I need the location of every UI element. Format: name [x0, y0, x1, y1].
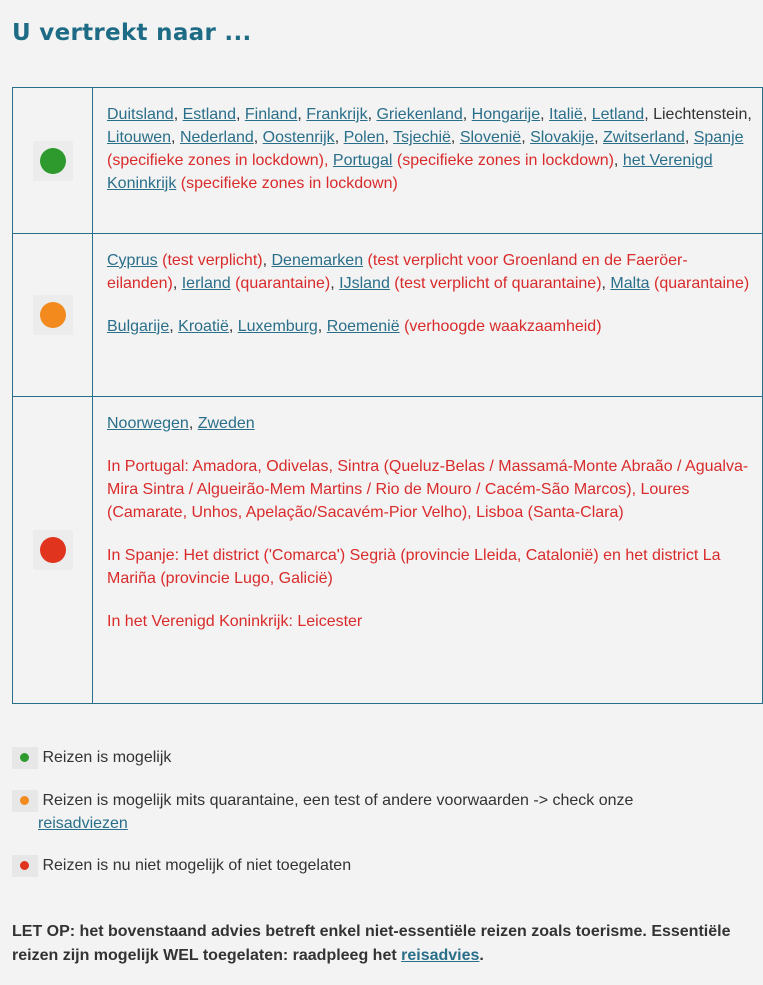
reisadvies-link[interactable]: reisadvies [401, 947, 480, 964]
country-link[interactable]: Italië [549, 106, 583, 123]
plain-text: , [594, 129, 603, 146]
notice-suffix: . [479, 947, 484, 964]
paragraph [107, 315, 752, 338]
country-link[interactable]: Litouwen [107, 129, 172, 146]
paragraph [107, 610, 752, 633]
restriction-note: (verhoogde waakzaamheid) [399, 318, 602, 335]
plain-text: , [172, 275, 182, 292]
country-link[interactable]: Cyprus [107, 252, 158, 269]
status-cell [13, 397, 93, 704]
restriction-note: (quarantaine) [649, 275, 750, 292]
red-status-dot-icon [40, 537, 66, 563]
plain-text: , [171, 129, 180, 146]
orange-status-dot-icon [40, 302, 66, 328]
country-link[interactable]: Zweden [197, 415, 255, 432]
country-link[interactable]: het Verenigd Koninkrijk [107, 152, 713, 192]
country-link[interactable]: Zwitserland [603, 129, 685, 146]
red-legend-dot-icon [20, 861, 29, 870]
country-link[interactable]: Griekenland [376, 106, 463, 123]
plain-text: , [462, 106, 472, 123]
status-cell [13, 234, 93, 397]
plain-text: , [173, 106, 183, 123]
plain-text: , [384, 129, 394, 146]
country-link[interactable]: Noorwegen [107, 415, 189, 432]
country-link[interactable]: Duitsland [107, 106, 174, 123]
country-link[interactable]: Nederland [179, 129, 254, 146]
country-link[interactable]: Letland [591, 106, 645, 123]
country-link[interactable]: Portugal [332, 152, 393, 169]
country-link[interactable]: Hongarije [471, 106, 541, 123]
plain-text: , [253, 129, 263, 146]
paragraph [107, 412, 752, 435]
country-link[interactable]: Oostenrijk [262, 129, 335, 146]
country-link[interactable]: Slovenië [459, 129, 522, 146]
notice [12, 920, 752, 968]
restriction-note: (test verplicht) [157, 252, 263, 269]
travel-zones-table [12, 87, 763, 704]
plain-text: , [601, 275, 611, 292]
restriction-note: (test verplicht of quarantaine) [389, 275, 602, 292]
restriction-note: In Portugal: Amadora, Odivelas, Sintra (Queluz-Belas / Massamá-Monte Abraão / Agualva-Mira Sintra / Algueirão-Mem Martins / Rio de Mouro / Cacém-São Marcos), Loures (Camarate, Unhos, Apelação/Sacavém-Pior Velho), Lisboa (Santa-Clara) [107, 458, 749, 521]
plain-text: , [330, 275, 340, 292]
plain-text: , [450, 129, 460, 146]
legend-item-red [12, 854, 752, 877]
restriction-note: (specifieke zones in lockdown) [176, 175, 398, 192]
page-title: U vertrekt naar ... [12, 20, 252, 46]
plain-text: , [169, 318, 179, 335]
country-list [93, 88, 763, 234]
country-list [93, 397, 763, 704]
restriction-note: In het Verenigd Koninkrijk: Leicester [107, 613, 363, 630]
country-link[interactable]: Finland [244, 106, 298, 123]
zone-row-orange [13, 234, 763, 397]
plain-text: , [613, 152, 623, 169]
legend-text: Reizen is mogelijk mits quarantaine, een test of andere voorwaarden -> check onze [42, 792, 634, 809]
plain-text: , [235, 106, 245, 123]
country-link[interactable]: Roemenië [326, 318, 400, 335]
country-link[interactable]: IJsland [339, 275, 390, 292]
country-link[interactable]: Spanje [693, 129, 744, 146]
plain-text: , [334, 129, 344, 146]
status-cell [13, 88, 93, 234]
country-link[interactable]: Kroatië [178, 318, 229, 335]
country-link[interactable]: Ierland [181, 275, 231, 292]
plain-text: , [262, 252, 272, 269]
paragraph [107, 455, 752, 524]
reisadviezen-link[interactable]: reisadviezen [38, 815, 128, 832]
plain-text: , [684, 129, 694, 146]
orange-legend-dot-icon [20, 796, 29, 805]
plain-text: , [317, 318, 327, 335]
country-list [93, 234, 763, 397]
legend-text: Reizen is nu niet mogelijk of niet toegelaten [42, 857, 352, 874]
plain-text: , [228, 318, 238, 335]
country-link[interactable]: Luxemburg [237, 318, 318, 335]
restriction-note: In Spanje: Het district ('Comarca') Segrià (provincie Lleida, Catalonië) en het district La Mariña (provincie Lugo, Galicië) [107, 547, 721, 587]
legend-item-orange [12, 789, 752, 835]
restriction-note: (specifieke zones in lockdown) [392, 152, 614, 169]
restriction-note: (specifieke zones in lockdown), [107, 152, 329, 169]
zone-row-green [13, 88, 763, 234]
green-status-dot-icon [40, 148, 66, 174]
plain-text: , [297, 106, 307, 123]
green-legend-dot-icon [20, 753, 29, 762]
plain-text: , [188, 415, 198, 432]
notice-text: LET OP: het bovenstaand advies betreft enkel niet-essentiële reizen zoals toerisme. Essentiële reizen zijn mogelijk WEL toegelaten: raadpleeg het [12, 923, 731, 964]
paragraph [107, 249, 752, 295]
plain-text: , [367, 106, 377, 123]
country-link[interactable]: Estland [182, 106, 236, 123]
country-link[interactable]: Frankrijk [306, 106, 368, 123]
country-link[interactable]: Polen [343, 129, 385, 146]
legend-item-green [12, 746, 752, 769]
country-link[interactable]: Bulgarije [107, 318, 170, 335]
country-link[interactable]: Malta [610, 275, 650, 292]
plain-text: , [582, 106, 592, 123]
restriction-note: (quarantaine) [230, 275, 331, 292]
restriction-note: (test verplicht voor Groenland en de Faeröer-eilanden) [107, 252, 688, 292]
paragraph [107, 544, 752, 590]
plain-text: , [521, 129, 531, 146]
country-link[interactable]: Slovakije [530, 129, 595, 146]
country-link[interactable]: Denemarken [271, 252, 364, 269]
legend-text: Reizen is mogelijk [42, 749, 172, 766]
country-link[interactable]: Tsjechië [393, 129, 451, 146]
plain-text: , [540, 106, 550, 123]
paragraph [107, 103, 752, 195]
plain-text: , Liechtenstein, [644, 106, 752, 123]
zone-row-red [13, 397, 763, 704]
